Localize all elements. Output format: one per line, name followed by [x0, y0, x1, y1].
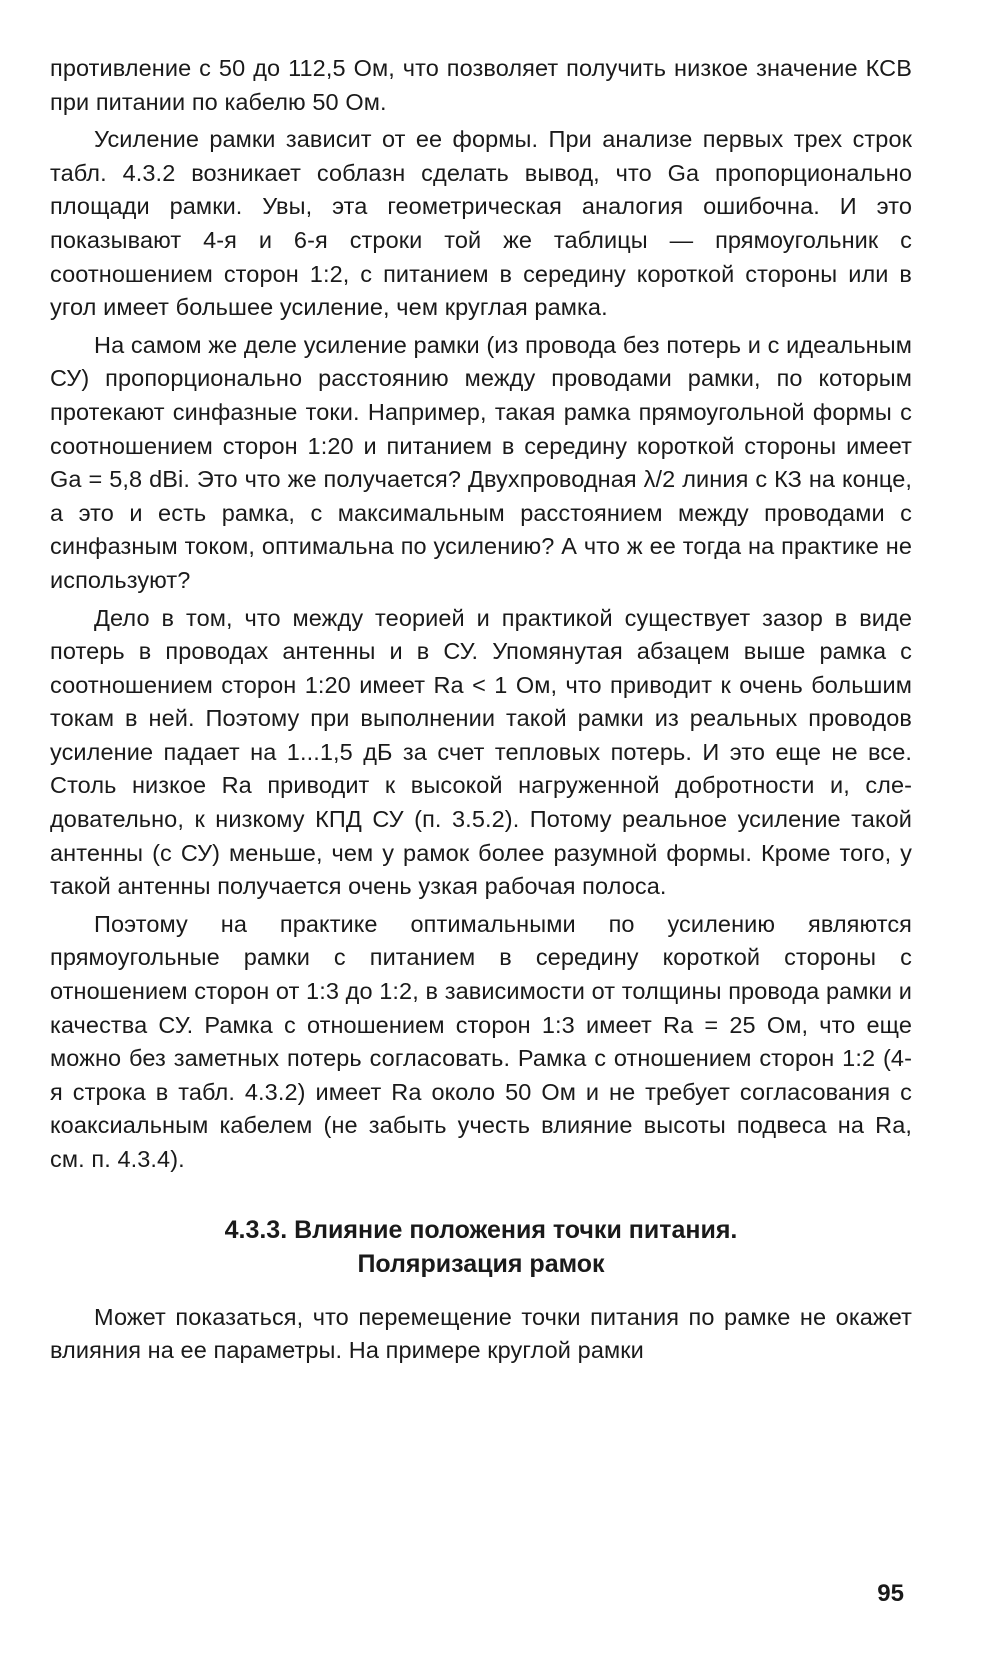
paragraph-gain-shape: Усиление рамки зависит от ее формы. При анализе первых трех строк табл. 4.3.2 возникает соблазн сделать вывод, что Ga пропорционально площади рамки. Увы, эта геометрическая аналогия ошибочна. И это показывают 4-я и 6-я строки той же таблицы — прямоугольник с соотношением сторон 1:2, с питанием в середину короткой стороны или в угол имеет большее усиление, чем круглая рамка. — [50, 126, 912, 321]
paragraph-continued: противление с 50 до 112,5 Ом, что позволяет получить низкое значение КСВ при питании по кабелю 50 Ом. — [50, 55, 912, 115]
page-number: 95 — [877, 1580, 904, 1607]
section-heading — [50, 1213, 912, 1281]
page-body — [50, 52, 912, 1372]
paragraph-gain-distance: На самом же деле усиление рамки (из провода без потерь и с идеальным СУ) пропорционально расстоянию между проводами рамки, по которым протекают синфазные токи. Например, такая рамка прямоугольной формы с соотношением сторон 1:20 и питанием в середину короткой стороны имеет Ga = 5,8 dBi. Это что же получается? Двухпроводная λ/2 линия с КЗ на конце, а это и есть рамка, с максимальным расстоянием между проводами с синфазным током, оптимальна по усилению? А что ж ее тогда на практике не используют? — [50, 331, 912, 593]
paragraph-losses: Дело в том, что между теорией и практикой существует зазор в виде потерь в проводах антенны и в СУ. Упомянутая абзацем выше рамка с соотношением сторон 1:20 имеет Ra < 1 Ом, что приводит к очень большим токам в ней. Поэтому при выполнении такой рамки из реальных проводов усиление падает на 1...1,5 дБ за счет тепловых потерь. И это еще не все. Столь низкое Ra приводит к высокой нагруженной добротности и, следовательно, к низкому КПД СУ (п. 3.5.2). Потому реальное усиление такой антенны (с СУ) меньше, чем у рамок более разумной формы. Кроме того, у такой антенны получается очень узкая рабочая полоса. — [50, 604, 912, 900]
section-heading-line2: Поляризация рамок — [357, 1249, 605, 1278]
paragraph-feed-point: Может показаться, что перемещение точки питания по рамке не окажет влияния на ее параметры. На примере круглой рамки — [50, 1303, 912, 1364]
paragraph-optimal-frames: Поэтому на практике оптимальными по усилению являются прямоугольные рамки с питанием в середину короткой стороны с отношением сторон от 1:3 до 1:2, в зависимости от толщины провода рамки и качества СУ. Рамка с отношением сторон 1:3 имеет Ra = 25 Ом, что еще можно без заметных потерь согласовать. Рамка с отношением сторон 1:2 (4-я строка в табл. 4.3.2) имеет Ra около 50 Ом и не требует согласования с коаксиальным кабелем (не забыть учесть влияние высоты подвеса на Ra, см. п. 4.3.4). — [50, 910, 913, 1172]
section-heading-line1: 4.3.3. Влияние положения точки питания. — [224, 1215, 738, 1244]
